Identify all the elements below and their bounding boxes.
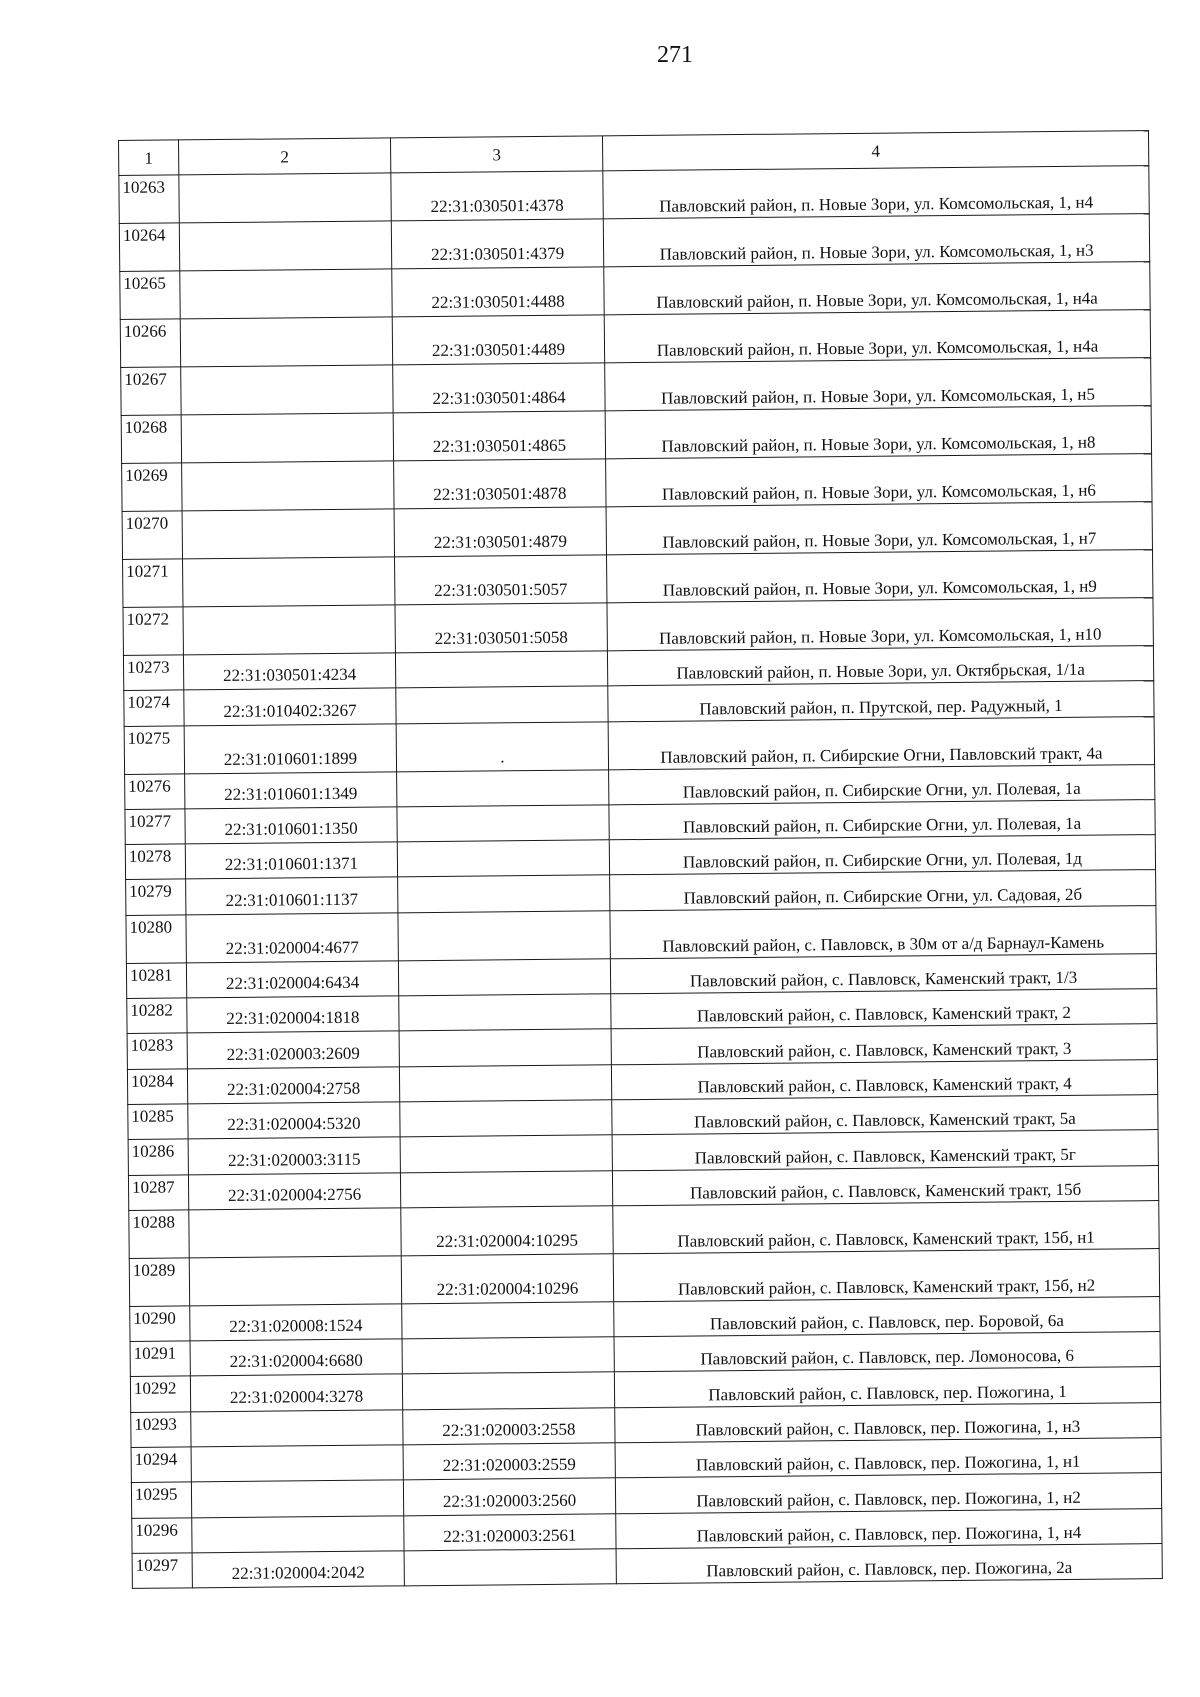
row-number-cell: 10296	[132, 1517, 192, 1553]
address-cell: Павловский район, п. Сибирские Огни, ул. Полевая, 1а	[609, 799, 1155, 840]
cadastral-number-alt-cell	[397, 840, 609, 877]
address-cell: Павловский район, п. Новые Зори, ул. Комсомольская, 1, н10	[607, 598, 1153, 651]
row-number-cell: 10282	[127, 998, 187, 1034]
row-number-cell: 10292	[130, 1376, 190, 1412]
address-cell: Павловский район, п. Сибирские Огни, ул. Садовая, 2б	[610, 870, 1156, 911]
row-number-cell: 10288	[129, 1210, 189, 1259]
cadastral-number-cell	[181, 365, 393, 415]
cadastral-number-cell: 22:31:020004:2042	[192, 1551, 404, 1588]
address-cell: Павловский район, п. Новые Зори, ул. Комсомольская, 1, н7	[606, 502, 1152, 555]
row-number-cell: 10277	[125, 809, 185, 845]
cadastral-number-alt-cell: 22:31:020004:10296	[401, 1254, 613, 1304]
row-number-cell: 10264	[119, 223, 179, 272]
registry-table	[118, 130, 1163, 1589]
row-number-cell: 10278	[125, 844, 185, 880]
cadastral-number-alt-cell	[397, 769, 609, 806]
cadastral-number-alt-cell	[402, 1337, 614, 1374]
address-cell: Павловский район, с. Павловск, Каменский тракт, 1/3	[610, 953, 1156, 994]
cadastral-number-alt-cell	[400, 1170, 612, 1207]
cadastral-number-alt-cell	[400, 1135, 612, 1172]
page-number: 271	[657, 42, 693, 68]
cadastral-number-cell: 22:31:020003:3115	[188, 1137, 400, 1174]
cadastral-number-cell	[180, 317, 392, 367]
row-number-cell: 10276	[125, 773, 185, 809]
cadastral-number-alt-cell: 22:31:020003:2561	[404, 1513, 616, 1550]
cadastral-number-alt-cell	[399, 994, 611, 1031]
row-number-cell: 10271	[123, 559, 183, 608]
row-number-cell: 10294	[131, 1447, 191, 1483]
cadastral-number-cell	[191, 1445, 403, 1482]
row-number-cell: 10275	[124, 725, 184, 774]
cadastral-number-alt-cell: 22:31:030501:5058	[395, 603, 607, 653]
cadastral-number-alt-cell: 22:31:030501:5057	[395, 555, 607, 605]
cadastral-number-alt-cell	[402, 1372, 614, 1409]
cadastral-number-cell: 22:31:020004:6680	[190, 1339, 402, 1376]
row-number-cell: 10286	[128, 1139, 188, 1175]
address-cell: Павловский район, п. Новые Зори, ул. Комсомольская, 1, н4	[603, 166, 1149, 219]
cadastral-number-cell: 22:31:020004:2756	[188, 1172, 400, 1209]
row-number-cell: 10265	[120, 271, 180, 320]
row-number-cell: 10272	[123, 607, 183, 656]
address-cell: Павловский район, п. Новые Зори, ул. Комсомольская, 1, н8	[605, 406, 1151, 459]
column-header-1: 1	[119, 140, 179, 176]
cadastral-number-cell: 22:31:010402:3267	[184, 688, 396, 725]
address-cell: Павловский район, с. Павловск, пер. Боровой, 6а	[614, 1296, 1160, 1337]
address-cell: Павловский район, с. Павловск, Каменский тракт, 15б	[612, 1165, 1158, 1206]
cadastral-number-cell: 22:31:010601:1137	[186, 877, 398, 914]
address-cell: Павловский район, п. Новые Зори, ул. Комсомольская, 1, н4а	[604, 310, 1150, 363]
cadastral-number-alt-cell	[404, 1549, 616, 1586]
cadastral-number-cell	[189, 1256, 401, 1306]
row-number-cell: 10295	[131, 1482, 191, 1518]
row-number-cell: 10266	[120, 319, 180, 368]
cadastral-number-cell	[183, 557, 395, 607]
address-cell: Павловский район, с. Павловск, в 30м от а/д Барнаул-Камень	[610, 905, 1156, 958]
address-cell: Павловский район, с. Павловск, Каменский тракт, 3	[611, 1024, 1157, 1065]
cadastral-number-alt-cell: 22:31:030501:4865	[393, 411, 605, 461]
cadastral-number-alt-cell	[402, 1302, 614, 1339]
row-number-cell: 10273	[123, 655, 183, 691]
cadastral-number-cell: 22:31:020004:2758	[187, 1067, 399, 1104]
address-cell: Павловский район, с. Павловск, Каменский тракт, 15б, н1	[613, 1200, 1159, 1253]
cadastral-number-alt-cell: 22:31:030501:4378	[391, 171, 603, 221]
address-cell: Павловский район, п. Новые Зори, ул. Комсомольская, 1, н3	[603, 214, 1149, 267]
cadastral-number-alt-cell	[399, 1064, 611, 1101]
row-number-cell: 10283	[127, 1033, 187, 1069]
cadastral-number-alt-cell	[398, 875, 610, 912]
cadastral-number-alt-cell	[397, 805, 609, 842]
row-number-cell: 10274	[124, 690, 184, 726]
address-cell: Павловский район, с. Павловск, пер. Пожогина, 2а	[616, 1543, 1162, 1584]
cadastral-number-cell: 22:31:010601:1350	[185, 807, 397, 844]
address-cell: Павловский район, п. Прутской, пер. Радужный, 1	[608, 681, 1154, 722]
cadastral-number-cell	[189, 1208, 401, 1258]
cadastral-number-cell: 22:31:010601:1349	[185, 771, 397, 808]
address-cell: Павловский район, с. Павловск, Каменский тракт, 5а	[612, 1095, 1158, 1136]
row-number-cell: 10280	[126, 915, 186, 964]
row-number-cell: 10270	[122, 511, 182, 560]
cadastral-number-cell: 22:31:020004:3278	[190, 1374, 402, 1411]
row-number-cell: 10289	[129, 1258, 189, 1307]
row-number-cell: 10284	[127, 1069, 187, 1105]
table-body	[119, 166, 1163, 1589]
cadastral-number-cell	[183, 605, 395, 655]
cadastral-number-alt-cell: 22:31:030501:4379	[391, 219, 603, 269]
cadastral-number-cell	[179, 221, 391, 271]
cadastral-number-cell	[182, 461, 394, 511]
cadastral-number-cell	[182, 509, 394, 559]
cadastral-number-alt-cell: 22:31:030501:4864	[393, 363, 605, 413]
cadastral-number-cell: 22:31:010601:1371	[185, 842, 397, 879]
cadastral-number-alt-cell: 22:31:020003:2560	[403, 1478, 615, 1515]
address-cell: Павловский район, с. Павловск, пер. Пожогина, 1, н2	[615, 1473, 1161, 1514]
column-header-2: 2	[179, 138, 391, 175]
cadastral-number-cell	[180, 269, 392, 319]
cadastral-number-alt-cell: 22:31:020003:2558	[403, 1408, 615, 1445]
row-number-cell: 10263	[119, 175, 179, 224]
cadastral-number-cell	[191, 1480, 403, 1517]
column-header-4: 4	[602, 131, 1148, 171]
cadastral-number-alt-cell	[398, 911, 610, 961]
address-cell: Павловский район, п. Сибирские Огни, Павловский тракт, 4а	[608, 716, 1154, 769]
cadastral-number-alt-cell: 22:31:020004:10295	[401, 1206, 613, 1256]
address-cell: Павловский район, п. Сибирские Огни, ул. Полевая, 1а	[609, 764, 1155, 805]
row-number-cell: 10291	[130, 1341, 190, 1377]
cadastral-number-cell: 22:31:020004:6434	[186, 961, 398, 998]
row-number-cell: 10287	[128, 1174, 188, 1210]
cadastral-number-cell: 22:31:020008:1524	[190, 1304, 402, 1341]
cadastral-number-cell	[181, 413, 393, 463]
address-cell: Павловский район, с. Павловск, Каменский тракт, 15б, н2	[613, 1248, 1159, 1301]
address-cell: Павловский район, с. Павловск, пер. Пожогина, 1	[614, 1367, 1160, 1408]
row-number-cell: 10293	[131, 1412, 191, 1448]
address-cell: Павловский район, п. Новые Зори, ул. Комсомольская, 1, н4а	[604, 262, 1150, 315]
address-cell: Павловский район, с. Павловск, Каменский тракт, 4	[611, 1059, 1157, 1100]
cadastral-number-cell: 22:31:020004:5320	[188, 1102, 400, 1139]
cadastral-number-alt-cell: 22:31:030501:4488	[392, 267, 604, 317]
cadastral-number-cell: 22:31:020004:1818	[187, 996, 399, 1033]
cadastral-number-cell: 22:31:010601:1899	[184, 723, 396, 773]
document-sheet	[118, 130, 1162, 1589]
cadastral-number-alt-cell: 22:31:030501:4489	[392, 315, 604, 365]
row-number-cell: 10281	[126, 963, 186, 999]
row-number-cell: 10268	[121, 415, 181, 464]
row-number-cell: 10297	[132, 1553, 192, 1589]
cadastral-number-alt-cell: 22:31:030501:4878	[394, 459, 606, 509]
cadastral-number-cell	[192, 1515, 404, 1552]
address-cell: Павловский район, с. Павловск, пер. Ломоносова, 6	[614, 1332, 1160, 1373]
address-cell: Павловский район, п. Новые Зори, ул. Комсомольская, 1, н9	[607, 550, 1153, 603]
cadastral-number-alt-cell	[395, 651, 607, 688]
cadastral-number-cell	[179, 173, 391, 223]
address-cell: Павловский район, с. Павловск, пер. Пожогина, 1, н3	[615, 1402, 1161, 1443]
cadastral-number-alt-cell	[396, 686, 608, 723]
cadastral-number-alt-cell	[398, 959, 610, 996]
address-cell: Павловский район, п. Новые Зори, ул. Октябрьская, 1/1а	[607, 646, 1153, 687]
address-cell: Павловский район, с. Павловск, пер. Пожогина, 1, н1	[615, 1438, 1161, 1479]
cadastral-number-cell: 22:31:030501:4234	[183, 653, 395, 690]
address-cell: Павловский район, с. Павловск, Каменский тракт, 5г	[612, 1130, 1158, 1171]
row-number-cell: 10290	[130, 1306, 190, 1342]
cadastral-number-alt-cell: .	[396, 721, 608, 771]
address-cell: Павловский район, п. Сибирские Огни, ул. Полевая, 1д	[609, 835, 1155, 876]
row-number-cell: 10269	[122, 463, 182, 512]
cadastral-number-alt-cell	[400, 1100, 612, 1137]
address-cell: Павловский район, с. Павловск, пер. Пожогина, 1, н4	[616, 1508, 1162, 1549]
cadastral-number-cell: 22:31:020004:4677	[186, 913, 398, 963]
cadastral-number-alt-cell: 22:31:030501:4879	[394, 507, 606, 557]
row-number-cell: 10285	[128, 1104, 188, 1140]
cadastral-number-alt-cell: 22:31:020003:2559	[403, 1443, 615, 1480]
cadastral-number-cell	[191, 1410, 403, 1447]
column-header-3: 3	[390, 136, 602, 173]
cadastral-number-alt-cell	[399, 1029, 611, 1066]
address-cell: Павловский район, п. Новые Зори, ул. Комсомольская, 1, н6	[606, 454, 1152, 507]
cadastral-number-cell: 22:31:020003:2609	[187, 1031, 399, 1068]
address-cell: Павловский район, п. Новые Зори, ул. Комсомольская, 1, н5	[605, 358, 1151, 411]
row-number-cell: 10279	[126, 879, 186, 915]
row-number-cell: 10267	[121, 367, 181, 416]
address-cell: Павловский район, с. Павловск, Каменский тракт, 2	[611, 989, 1157, 1030]
